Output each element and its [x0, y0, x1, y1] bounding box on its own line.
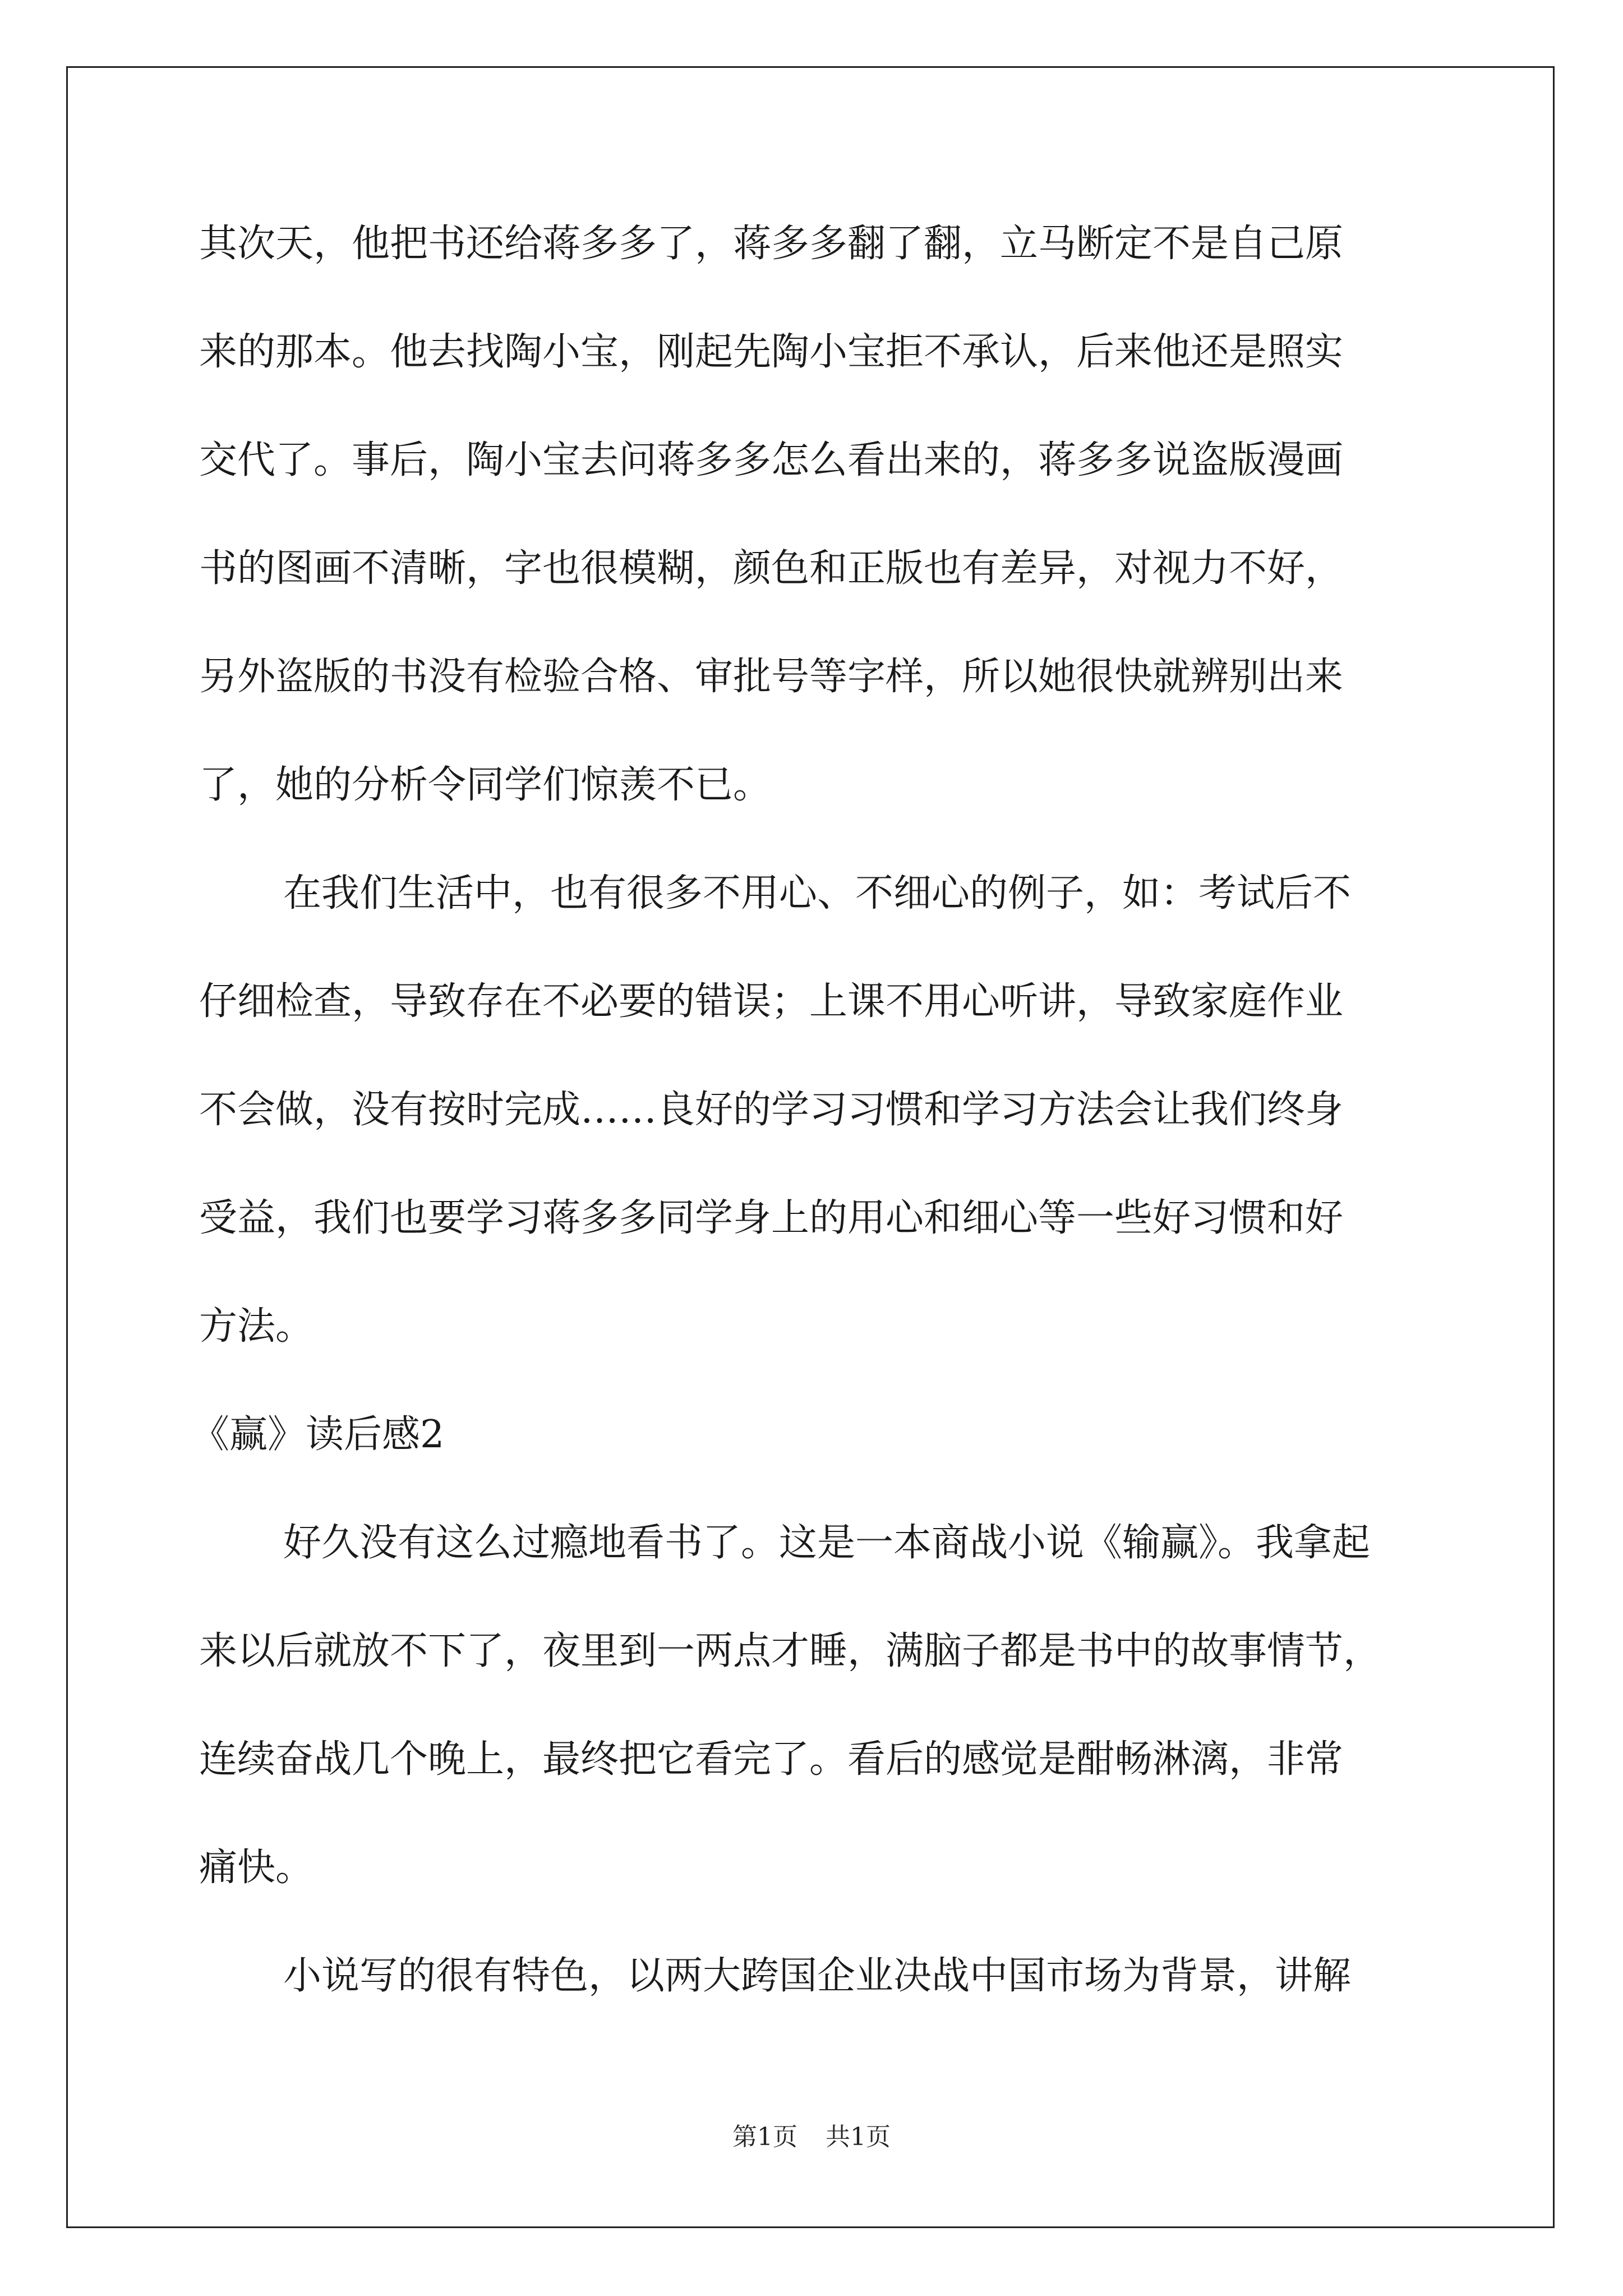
text-line: 仔细检查，导致存在不必要的错误；上课不用心听讲，导致家庭作业: [199, 979, 1344, 1024]
text-line: 不会做，没有按时完成……良好的学习习惯和学习方法会让我们终身: [199, 1088, 1344, 1132]
section-heading: 《赢》读后感2: [191, 1412, 445, 1457]
text-line: 书的图画不清晰，字也很模糊，颜色和正版也有差异，对视力不好，: [199, 546, 1344, 591]
text-line: 方法。: [199, 1304, 314, 1349]
page-footer: [0, 2120, 1623, 2154]
paragraph-start-line: 小说写的很有特色，以两大跨国企业决战中国市场为背景，讲解: [283, 1954, 1352, 1998]
text-line: 来的那本。他去找陶小宝，刚起先陶小宝拒不承认，后来他还是照实: [199, 330, 1344, 374]
text-line: 其次天，他把书还给蒋多多了，蒋多多翻了翻，立马断定不是自己原: [199, 222, 1344, 266]
paragraph-start-line: 在我们生活中，也有很多不用心、不细心的例子，如：考试后不: [283, 871, 1352, 915]
text-line: 来以后就放不下了，夜里到一两点才睡，满脑子都是书中的故事情节，: [199, 1629, 1382, 1673]
page-number: 第1页: [732, 2123, 797, 2151]
text-line: 痛快。: [199, 1846, 314, 1890]
text-line: 另外盗版的书没有检验合格、审批号等字样，所以她很快就辨别出来: [199, 655, 1344, 699]
page-total: 共1页: [826, 2123, 891, 2151]
paragraph-start-line: 好久没有这么过瘾地看书了。这是一本商战小说《输赢》。我拿起: [283, 1521, 1371, 1565]
text-line: 了，她的分析令同学们惊羡不已。: [199, 763, 772, 807]
text-line: 连续奋战几个晚上，最终把它看完了。看后的感觉是酣畅淋漓，非常: [199, 1737, 1344, 1782]
text-line: 交代了。事后，陶小宝去问蒋多多怎么看出来的，蒋多多说盗版漫画: [199, 438, 1344, 482]
document-body: [191, 216, 1427, 2056]
text-line: 受益，我们也要学习蒋多多同学身上的用心和细心等一些好习惯和好: [199, 1196, 1344, 1240]
